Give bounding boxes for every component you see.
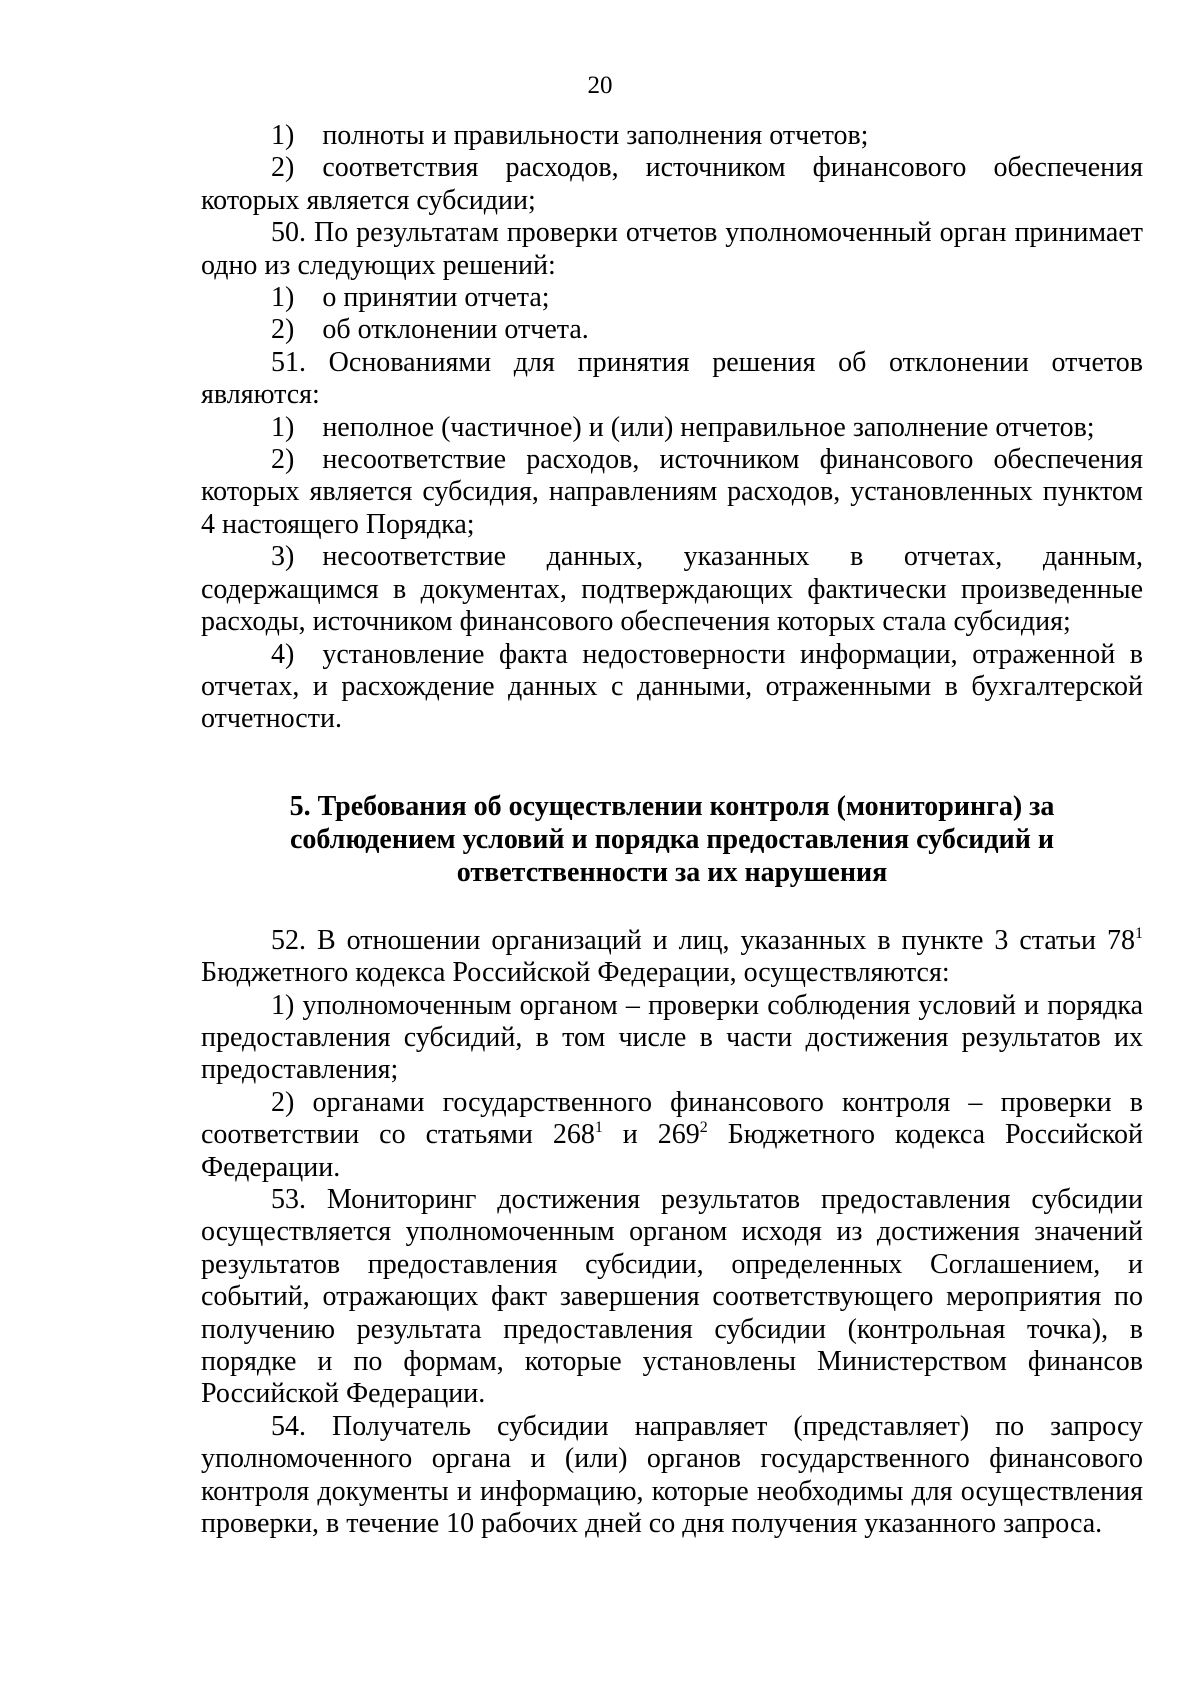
paragraph-item-1-completeness: 1) полноты и правильности заполнения отчетов; [271,120,869,151]
paragraph-item-1-incomplete: 1) неполное (частичное) и (или) неправильное заполнение отчетов; [271,411,1095,443]
paragraph-52-item-1: 1) уполномоченным органом – проверки соблюдения условий и порядка предоставления субсидий, в том числе в части достижения результатов их предоставления; [201,989,1143,1086]
paragraph-52-item-2-text-mid: и 269 [602,1119,700,1151]
section-5-heading [201,790,1143,889]
superscript-marker: 2 [699,1119,708,1137]
superscript-marker: 1 [1135,924,1143,942]
paragraph-52-item-2-text-end: Бюджетного кодекса Российской Федерации. [201,1119,1144,1183]
paragraph-54: 54. Получатель субсидии направляет (представляет) по запросу уполномоченного органа и (или) органов государственного финансового контроля документы и информацию, которые необходимы для осуществления проверки, в течение 10 рабочих дней со дня получения указанного запроса. [201,1410,1143,1540]
superscript-marker: 1 [594,1119,603,1137]
section-heading-line-2: соблюдением условий и порядка предоставления субсидий и [290,823,1054,855]
document-body [201,120,1143,1540]
paragraph-50: 50. По результатам проверки отчетов уполномоченный орган принимает одно из следующих решений: [201,217,1143,281]
paragraph-item-2-expenses: 2) соответствия расходов, источником финансового обеспечения которых является субсидии; [201,152,1143,216]
paragraph-52-item-2-text: 2) органами государственного финансового контроля – проверки в соответствии со статьями 268 [201,1086,1143,1151]
paragraph-item-1-accept: 1) о принятии отчета; [271,282,550,314]
paragraph-51: 51. Основаниями для принятия решения об отклонении отчетов являются: [201,346,1143,411]
paragraph-52-text: 52. В отношении организаций и лиц, указанных в пункте 3 статьи 78 [271,924,1135,956]
page-number: 20 [587,72,613,99]
paragraph-53: 53. Мониторинг достижения результатов предоставления субсидии осуществляется уполномоченным органом исходя из достижения значений результатов предоставления субсидии, определенных Соглашением, и событий, отражающих факт завершения соответствующего мероприятия по получению результата предоставления субсидии (контрольная точка), в порядке и по формам, которые установлены Министерством финансов Российской Федерации. [201,1183,1143,1410]
paragraph-52 [201,925,1143,990]
paragraph-item-3-data-mismatch: 3) несоответствие данных, указанных в отчетах, данным, содержащимся в документах, подтверждающих фактически произведенные расходы, источником финансового обеспечения которых стала субсидия; [201,541,1143,638]
paragraph-item-2-mismatch: 2) несоответствие расходов, источником финансового обеспечения которых является субсидия, направлениям расходов, установленных пунктом 4 настоящего Порядка; [201,444,1143,540]
section-heading-line-3: ответственности за их нарушения [456,856,888,888]
section-heading-line-1: 5. Требования об осуществлении контроля (мониторинга) за [289,790,1055,822]
paragraph-52-text-cont: Бюджетного кодекса Российской Федерации, осуществляются: [201,957,950,989]
paragraph-52-item-2 [201,1087,1143,1184]
paragraph-item-2-reject: 2) об отклонении отчета. [271,314,589,346]
paragraph-item-4-unreliable: 4) установление факта недостоверности информации, отраженной в отчетах, и расхождение данных с данными, отраженными в бухгалтерской отчетности. [201,638,1143,735]
